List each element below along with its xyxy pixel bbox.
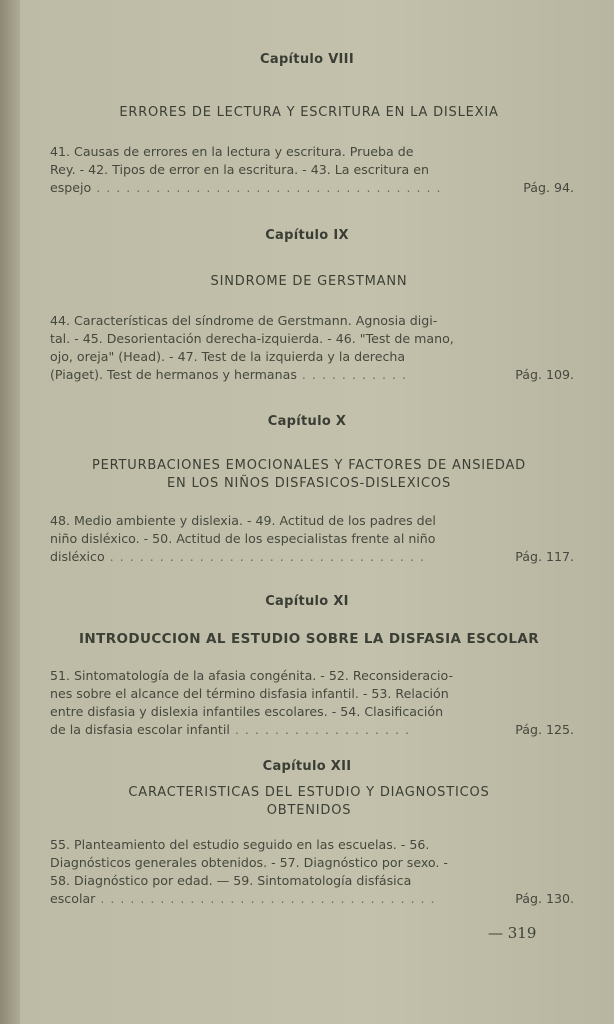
entry-line: nes sobre el alcance del término disfasia infantil. - 53. Relación xyxy=(50,686,449,701)
chapter-9-label: Capítulo IX xyxy=(265,228,349,243)
leader-dots: . . . . . . . . . . . . . . . . . . xyxy=(229,722,410,737)
entry-text: escolar xyxy=(50,891,96,906)
chapter-9-entry xyxy=(50,312,574,384)
leader-dots: . . . . . . . . . . . . . . . . . . . . . . . . . . . . . . . . . . xyxy=(95,891,436,906)
entry-line: Diagnósticos generales obtenidos. - 57. Diagnóstico por sexo. - xyxy=(50,855,448,870)
entry-line: 44. Características del síndrome de Gerstmann. Agnosia digi- xyxy=(50,313,438,328)
page-reference: Pág. 117. xyxy=(515,549,574,564)
entry-line: 41. Causas de errores en la lectura y escritura. Prueba de xyxy=(50,144,414,159)
entry-line: 51. Sintomatología de la afasia congénita. - 52. Reconsideracio- xyxy=(50,668,454,683)
chapter-12-entry xyxy=(50,836,574,908)
page-edge-shadow xyxy=(0,0,20,1024)
entry-line: 58. Diagnóstico por edad. — 59. Sintomatología disfásica xyxy=(50,873,412,888)
chapter-11-title: INTRODUCCION AL ESTUDIO SOBRE LA DISFASIA ESCOLAR xyxy=(78,631,540,647)
page-reference: Pág. 109. xyxy=(515,367,574,382)
entry-text: espejo xyxy=(50,180,92,195)
chapter-9-title: SINDROME DE GERSTMANN xyxy=(210,274,408,289)
title-line: OBTENIDOS xyxy=(266,803,352,818)
page-reference: Pág. 125. xyxy=(515,722,574,737)
entry-line: 55. Planteamiento del estudio seguido en las escuelas. - 56. xyxy=(50,837,430,852)
chapter-10-title xyxy=(48,457,570,493)
entry-line: ojo, oreja" (Head). - 47. Test de la izquierda y la derecha xyxy=(50,349,406,364)
leader-dots: . . . . . . . . . . . . . . . . . . . . . . . . . . . . . . . . . . . xyxy=(91,180,442,195)
chapter-11-entry xyxy=(50,667,574,739)
entry-line: tal. - 45. Desorientación derecha-izquierda. - 46. "Test de mano, xyxy=(50,331,454,346)
entry-line xyxy=(50,890,574,908)
chapter-10-entry xyxy=(50,512,574,566)
entry-text: de la disfasia escolar infantil xyxy=(50,722,230,737)
page-reference: Pág. 130. xyxy=(515,891,574,906)
entry-line: 48. Medio ambiente y dislexia. - 49. Actitud de los padres del xyxy=(50,513,436,528)
chapter-8-label: Capítulo VIII xyxy=(260,52,354,67)
entry-line xyxy=(50,721,574,739)
entry-line xyxy=(50,179,574,197)
entry-line xyxy=(50,366,574,384)
entry-line: Rey. - 42. Tipos de error en la escritura. - 43. La escritura en xyxy=(50,162,429,177)
chapter-12-label: Capítulo XII xyxy=(262,759,352,774)
leader-dots: . . . . . . . . . . . xyxy=(296,367,407,382)
entry-text: (Piaget). Test de hermanos y hermanas xyxy=(50,367,297,382)
title-line: CARACTERISTICAS DEL ESTUDIO Y DIAGNOSTICOS xyxy=(128,785,490,800)
page-number: — 319 xyxy=(488,924,537,942)
chapter-8-title: ERRORES DE LECTURA Y ESCRITURA EN LA DISLEXIA xyxy=(119,105,499,120)
page-reference: Pág. 94. xyxy=(523,180,574,195)
leader-dots: . . . . . . . . . . . . . . . . . . . . . . . . . . . . . . . . xyxy=(104,549,425,564)
chapter-8-entry xyxy=(50,143,574,197)
entry-line: entre disfasia y dislexia infantiles escolares. - 54. Clasificación xyxy=(50,704,444,719)
entry-text: disléxico xyxy=(50,549,105,564)
entry-line xyxy=(50,548,574,566)
title-line: EN LOS NIÑOS DISFASICOS-DISLEXICOS xyxy=(166,476,452,491)
title-line: PERTURBACIONES EMOCIONALES Y FACTORES DE ANSIEDAD xyxy=(91,458,526,473)
entry-line: niño disléxico. - 50. Actitud de los especialistas frente al niño xyxy=(50,531,436,546)
chapter-12-title xyxy=(48,784,570,820)
chapter-11-label: Capítulo XI xyxy=(265,594,349,609)
chapter-10-label: Capítulo X xyxy=(267,414,347,429)
